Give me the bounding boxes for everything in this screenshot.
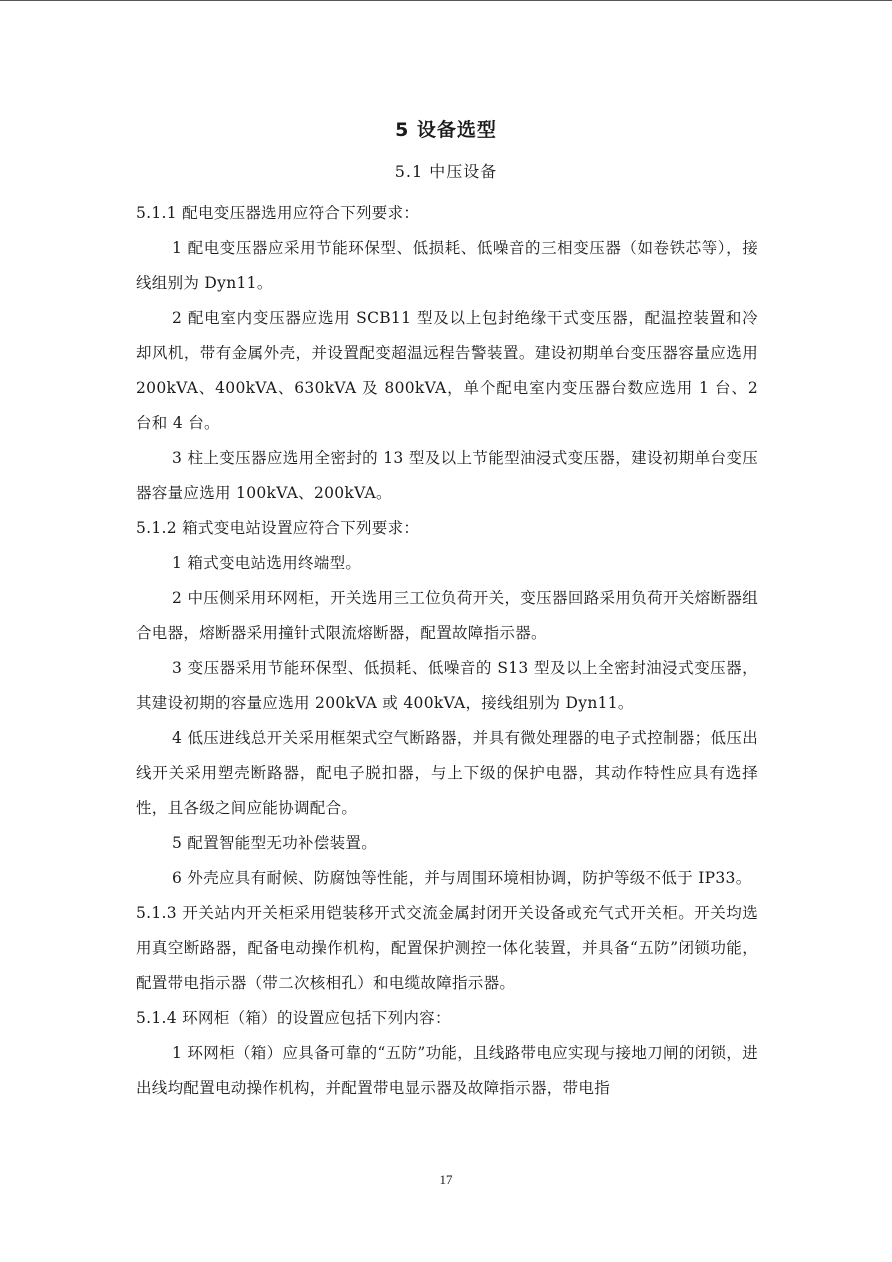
paragraph: 1 配电变压器应采用节能环保型、低损耗、低噪音的三相变压器（如卷铁芯等），接线组别为 Dyn11。 <box>136 239 758 292</box>
page-number: 17 <box>439 1172 453 1187</box>
paragraph: 5.1.1 配电变压器选用应符合下列要求： <box>136 204 420 222</box>
paragraph: 5.1.2 箱式变电站设置应符合下列要求： <box>136 519 420 537</box>
paragraph: 5 配置智能型无功补偿装置。 <box>172 834 377 852</box>
subsection-title: 5.1 中压设备 <box>394 162 498 181</box>
paragraph: 2 中压侧采用环网柜，开关选用三工位负荷开关，变压器回路采用负荷开关熔断器组合电器，熔断器采用撞针式限流熔断器，配置故障指示器。 <box>136 589 758 642</box>
paragraph: 6 外壳应具有耐候、防腐蚀等性能，并与周围环境相协调，防护等级不低于 IP33。 <box>172 869 752 887</box>
section-title: 5 设备选型 <box>395 119 497 141</box>
paragraph: 2 配电室内变压器应选用 SCB11 型及以上包封绝缘干式变压器，配温控装置和冷却风机，带有金属外壳，并设置配变超温远程告警装置。建设初期单台变压器容量应选用 200kVA、400kVA、630kVA 及 800kVA，单个配电室内变压器台数应选用 1 台、2 台和 4 台。 <box>136 309 758 432</box>
paragraph: 4 低压进线总开关采用框架式空气断路器，并具有微处理器的电子式控制器；低压出线开关采用塑壳断路器，配电子脱扣器，与上下级的保护电器，其动作特性应具有选择性，且各级之间应能协调配合。 <box>136 729 758 817</box>
paragraph: 5.1.4 环网柜（箱）的设置应包括下列内容： <box>136 1009 451 1027</box>
paragraph: 5.1.3 开关站内开关柜采用铠装移开式交流金属封闭开关设备或充气式开关柜。开关均选用真空断路器，配备电动操作机构，配置保护测控一体化装置，并具备“五防”闭锁功能，配置带电指示器（带二次核相孔）和电缆故障指示器。 <box>136 904 758 992</box>
paragraph: 1 箱式变电站选用终端型。 <box>172 554 362 572</box>
paragraph: 1 环网柜（箱）应具备可靠的“五防”功能，且线路带电应实现与接地刀闸的闭锁，进出线均配置电动操作机构，并配置带电显示器及故障指示器，带电指 <box>136 1044 758 1097</box>
paragraph: 3 变压器采用节能环保型、低损耗、低噪音的 S13 型及以上全密封油浸式变压器，其建设初期的容量应选用 200kVA 或 400kVA，接线组别为 Dyn11。 <box>136 659 758 712</box>
document-body <box>136 196 758 1106</box>
paragraph: 3 柱上变压器应选用全密封的 13 型及以上节能型油浸式变压器，建设初期单台变压器容量应选用 100kVA、200kVA。 <box>136 449 758 502</box>
